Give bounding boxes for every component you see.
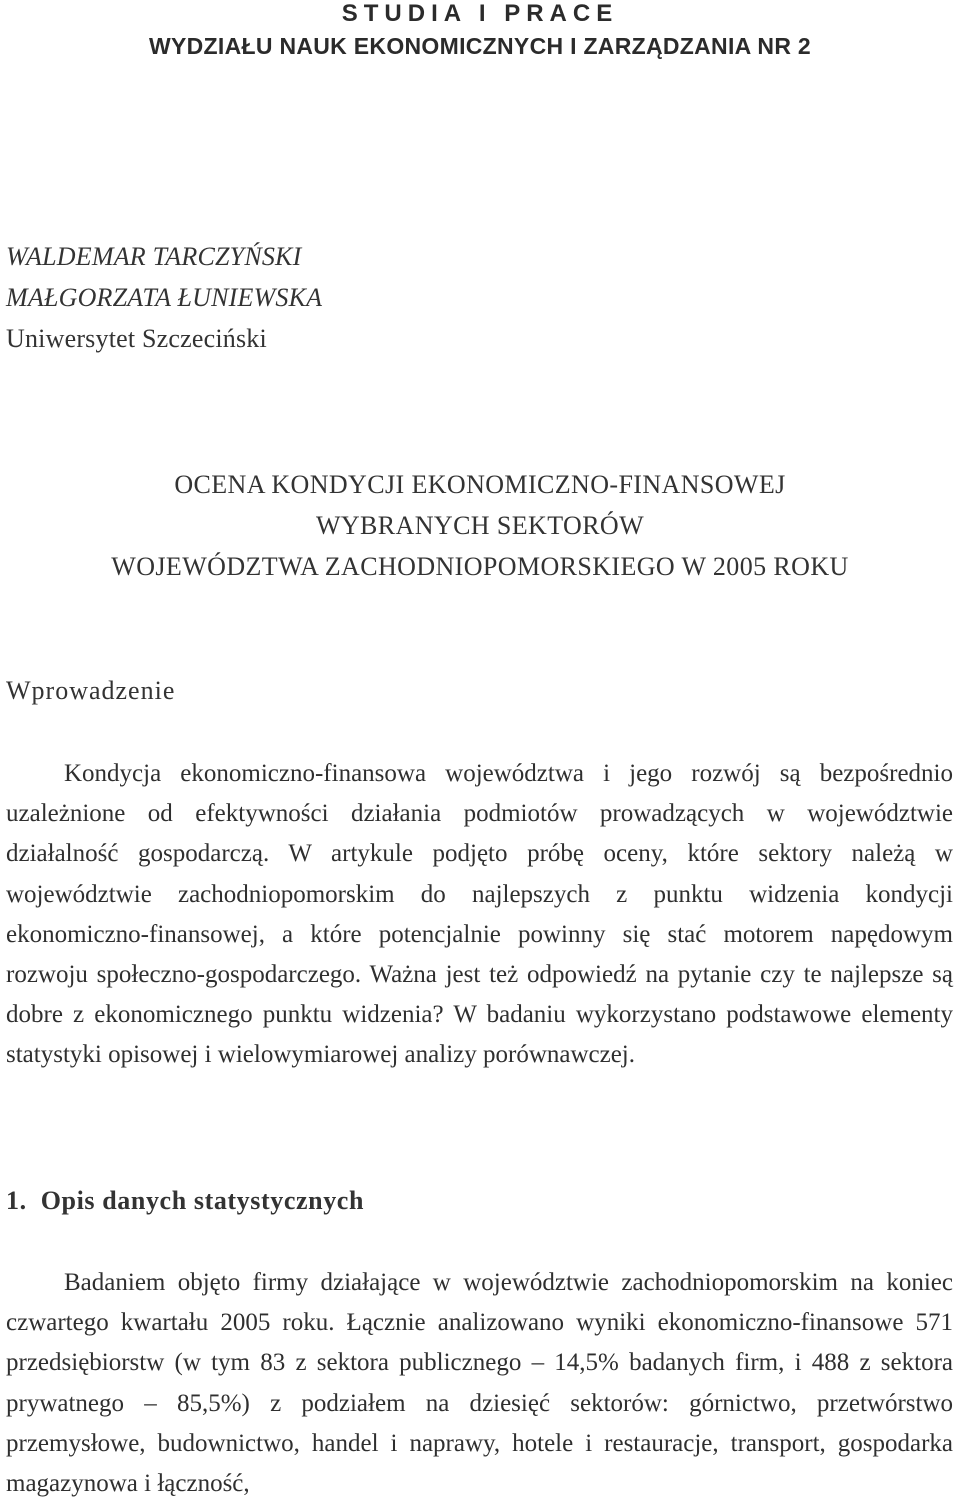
article-title-line: OCENA KONDYCJI EKONOMICZNO-FINANSOWEJ <box>174 470 786 499</box>
body-paragraph: Kondycja ekonomiczno-finansowa województwa i jego rozwój są bezpośrednio uzależnione od efektywności działania podmiotów prowadzących w województwie działalność gospodarczą. W artykule podjęto próbę oceny, które sektory należą w województwie zachodniopomorskim do najlepszych z punktu widzenia kondycji ekonomiczno-finansowej, a które potencjalnie powinny się stać motorem napędowym rozwoju społeczno-gospodarczego. Ważna jest też odpowiedź na pytanie czy te najlepsze są dobre z ekonomicznego punktu widzenia? W badaniu wykorzystano podstawowe elementy statystyki opisowej i wielowymiarowej analizy porównawczej. <box>6 760 953 1069</box>
section-heading-data-description <box>6 1186 364 1216</box>
article-title-line: WOJEWÓDZTWA ZACHODNIOPOMORSKIEGO W 2005 ROKU <box>111 552 849 581</box>
section-heading-text: Opis danych statystycznych <box>40 1186 364 1215</box>
section-number: 1. <box>6 1186 27 1215</box>
article-title <box>0 464 960 587</box>
author-affiliation: Uniwersytet Szczeciński <box>6 324 267 353</box>
section-heading-introduction: Wprowadzenie <box>6 676 176 705</box>
series-title: STUDIA I PRACE <box>341 0 619 27</box>
series-subtitle: WYDZIAŁU NAUK EKONOMICZNYCH I ZARZĄDZANIA NR 2 <box>148 33 812 59</box>
article-title-line: WYBRANYCH SEKTORÓW <box>315 511 645 540</box>
body-paragraph: Badaniem objęto firmy działające w województwie zachodniopomorskim na koniec czwartego kwartału 2005 roku. Łącznie analizowano wyniki ekonomiczno-finansowe 571 przedsiębiorstw (w tym 83 z sektora publicznego – 14,5% badanych firm, i 488 z sektora prywatnego – 85,5%) z podziałem na dziesięć sektorów: górnictwo, przetwórstwo przemysłowe, budownictwo, handel i naprawy, hotele i restauracje, transport, gospodarka magazynowa i łączność, <box>6 1269 953 1498</box>
author-name: MAŁGORZATA ŁUNIEWSKA <box>6 283 323 312</box>
author-name: WALDEMAR TARCZYŃSKI <box>6 242 302 271</box>
author-block <box>6 236 322 359</box>
